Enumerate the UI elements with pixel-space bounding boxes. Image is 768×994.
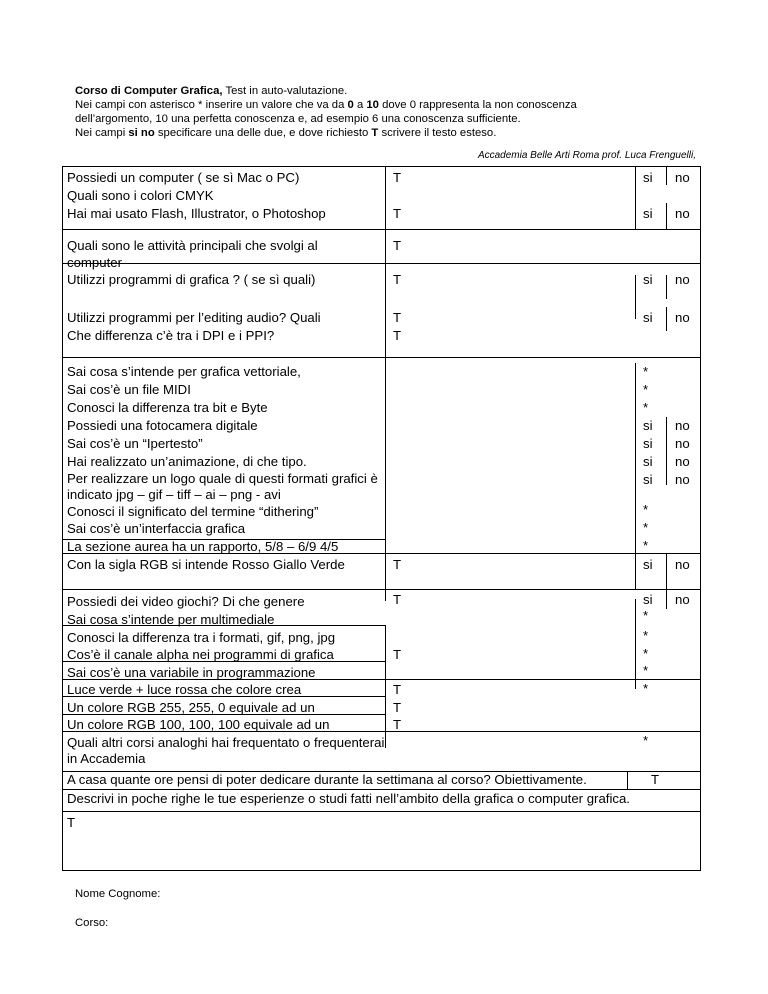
option-si[interactable]: si	[643, 454, 653, 469]
score-field[interactable]: *	[643, 364, 649, 379]
free-text-answer-area[interactable]: T	[67, 815, 76, 830]
row-divider	[63, 811, 700, 812]
column-divider	[666, 417, 667, 485]
question-study-hours: A casa quante ore pensi di poter dedicare durante la settimana al corso? Obiettivamente.	[67, 772, 587, 787]
text: specificare una delle due, e dove richiesto	[154, 127, 372, 139]
test-subtitle: Test in auto-valutazione.	[222, 85, 348, 97]
course-label: Corso:	[75, 917, 109, 929]
answer-text-field[interactable]: T	[393, 328, 402, 343]
option-si[interactable]: si	[643, 472, 653, 487]
column-divider	[666, 307, 667, 331]
option-si[interactable]: si	[643, 170, 653, 185]
bold-ten: 10	[366, 99, 379, 111]
question-dpi-ppi: Che differenza c’è tra i DPI e i PPI?	[67, 328, 275, 343]
answer-text-field[interactable]: T	[393, 682, 402, 697]
answer-text-field[interactable]: T	[393, 717, 402, 732]
score-field[interactable]: *	[643, 400, 649, 415]
option-no[interactable]: no	[675, 272, 690, 287]
column-divider	[635, 275, 636, 319]
option-si[interactable]: si	[643, 418, 653, 433]
answer-text-field[interactable]: T	[393, 206, 402, 221]
score-field[interactable]: *	[643, 733, 649, 748]
author-credit: Accademia Belle Arti Roma prof. Luca Frenguelli,	[477, 150, 696, 161]
answer-text-field[interactable]: T	[393, 700, 402, 715]
course-title: Corso di Computer Grafica,	[75, 85, 223, 97]
option-si[interactable]: si	[643, 272, 653, 287]
question-camera: Possiedi una fotocamera digitale	[67, 418, 258, 433]
question-formats: Conosci la differenza tra i formati, gif, png, jpg	[67, 630, 336, 645]
option-no[interactable]: no	[675, 557, 690, 572]
score-field[interactable]: *	[643, 628, 649, 643]
option-no[interactable]: no	[675, 436, 690, 451]
option-si[interactable]: si	[643, 436, 653, 451]
column-divider	[635, 167, 636, 229]
answer-text-field[interactable]: T	[393, 170, 402, 185]
bold-zero: 0	[347, 99, 354, 111]
column-divider	[666, 275, 667, 299]
column-divider	[666, 167, 667, 185]
question-rgb-gray: Un colore RGB 100, 100, 100 equivale ad un	[67, 717, 330, 732]
answer-text-field[interactable]: T	[393, 238, 402, 253]
option-no[interactable]: no	[675, 310, 690, 325]
option-si[interactable]: si	[643, 206, 653, 221]
row-divider	[63, 589, 700, 590]
option-no[interactable]: no	[675, 170, 690, 185]
instructions-line-1	[75, 84, 715, 98]
score-field[interactable]: *	[643, 382, 649, 397]
question-alpha-channel: Cos’è il canale alpha nei programmi di grafica	[67, 647, 334, 662]
option-no[interactable]: no	[675, 454, 690, 469]
question-rgb-yellow: Un colore RGB 255, 255, 0 equivale ad un	[67, 700, 315, 715]
column-divider	[635, 363, 636, 589]
text: a	[353, 99, 367, 111]
question-describe-experience: Descrivi in poche righe le tue esperienze o studi fatti nell’ambito della grafica o computer grafica.	[67, 791, 630, 806]
text: scrivere il testo esteso.	[378, 127, 497, 139]
column-divider	[666, 553, 667, 589]
question-other-courses: Quali altri corsi analoghi hai frequentato o frequenterai in Accademia	[67, 735, 385, 766]
question-software: Hai mai usato Flash, Illustrator, o Photoshop	[67, 206, 326, 221]
question-golden-ratio: La sezione aurea ha un rapporto, 5/8 – 6/9 4/5	[67, 539, 339, 554]
question-hypertext: Sai cos’è un “Ipertesto”	[67, 436, 203, 451]
column-divider	[385, 167, 386, 601]
column-divider	[385, 625, 386, 748]
text: Nei campi con asterisco * inserire un valore che va da	[75, 99, 348, 111]
answer-text-field[interactable]: T	[393, 647, 402, 662]
instructions	[75, 84, 715, 140]
question-multimedia: Sai cosa s’intende per multimediale	[67, 612, 275, 627]
score-field[interactable]: *	[643, 520, 649, 535]
question-activities: Quali sono le attività principali che svolgi al computer	[67, 238, 318, 270]
answer-text-field[interactable]: T	[393, 272, 402, 287]
row-divider	[63, 357, 700, 358]
column-divider	[635, 599, 636, 689]
question-animation: Hai realizzato un’animazione, di che tipo.	[67, 454, 307, 469]
row-divider	[63, 229, 700, 230]
text: dove 0 rappresenta la non conoscenza	[378, 99, 577, 111]
questionnaire-form	[62, 166, 701, 871]
option-si[interactable]: si	[643, 310, 653, 325]
question-light-colors: Luce verde + luce rossa che colore crea	[67, 682, 302, 697]
name-surname-label: Nome Cognome:	[75, 888, 161, 900]
score-field[interactable]: *	[643, 608, 649, 623]
bold-si-no: si no	[128, 127, 155, 139]
question-dithering: Conosci il significato del termine “dithering”	[67, 504, 319, 519]
instructions-line-4	[75, 126, 715, 140]
bold-t: T	[371, 127, 379, 139]
question-cmyk: Quali sono i colori CMYK	[67, 188, 214, 203]
option-no[interactable]: no	[675, 592, 690, 607]
score-field[interactable]: *	[643, 502, 649, 517]
question-variable: Sai cos’è una variabile in programmazione	[67, 665, 316, 680]
question-interface: Sai cos’è un’interfaccia grafica	[67, 521, 246, 536]
text: Nei campi	[75, 127, 129, 139]
score-field[interactable]: *	[643, 646, 649, 661]
score-field[interactable]: *	[643, 681, 649, 696]
score-field[interactable]: *	[643, 538, 649, 553]
question-audio-editing: Utilizzi programmi per l’editing audio? Quali	[67, 310, 321, 325]
option-si[interactable]: si	[643, 557, 653, 572]
question-videogames: Possiedi dei video giochi? Di che genere	[67, 594, 305, 609]
question-bit-byte: Conosci la differenza tra bit e Byte	[67, 400, 268, 415]
question-vector: Sai cosa s’intende per grafica vettoriale,	[67, 364, 301, 379]
answer-text-field[interactable]: T	[393, 310, 402, 325]
question-midi: Sai cos’è un file MIDI	[67, 382, 191, 397]
column-divider	[627, 771, 628, 789]
question-logo-format: Per realizzare un logo quale di questi formati grafici è indicato jpg – gif – tiff – ai – png - avi	[67, 471, 378, 502]
instructions-line-3: dell’argomento, 10 una perfetta conoscenza e, ad esempio 6 una conoscenza sufficiente.	[75, 113, 521, 125]
option-no[interactable]: no	[675, 206, 690, 221]
question-rgb: Con la sigla RGB si intende Rosso Giallo Verde	[67, 557, 345, 572]
option-no[interactable]: no	[675, 472, 690, 487]
answer-text-field[interactable]: T	[393, 557, 402, 572]
question-graphics-software: Utilizzi programmi di grafica ? ( se sì quali)	[67, 272, 316, 287]
question-computer: Possiedi un computer ( se sì Mac o PC)	[67, 170, 300, 185]
answer-text-field[interactable]: T	[393, 592, 402, 607]
instructions-line-2	[75, 98, 715, 112]
answer-text-field[interactable]: T	[651, 772, 660, 787]
column-divider	[666, 589, 667, 609]
column-divider	[666, 203, 667, 229]
option-si[interactable]: si	[643, 592, 653, 607]
option-no[interactable]: no	[675, 418, 690, 433]
score-field[interactable]: *	[643, 663, 649, 678]
